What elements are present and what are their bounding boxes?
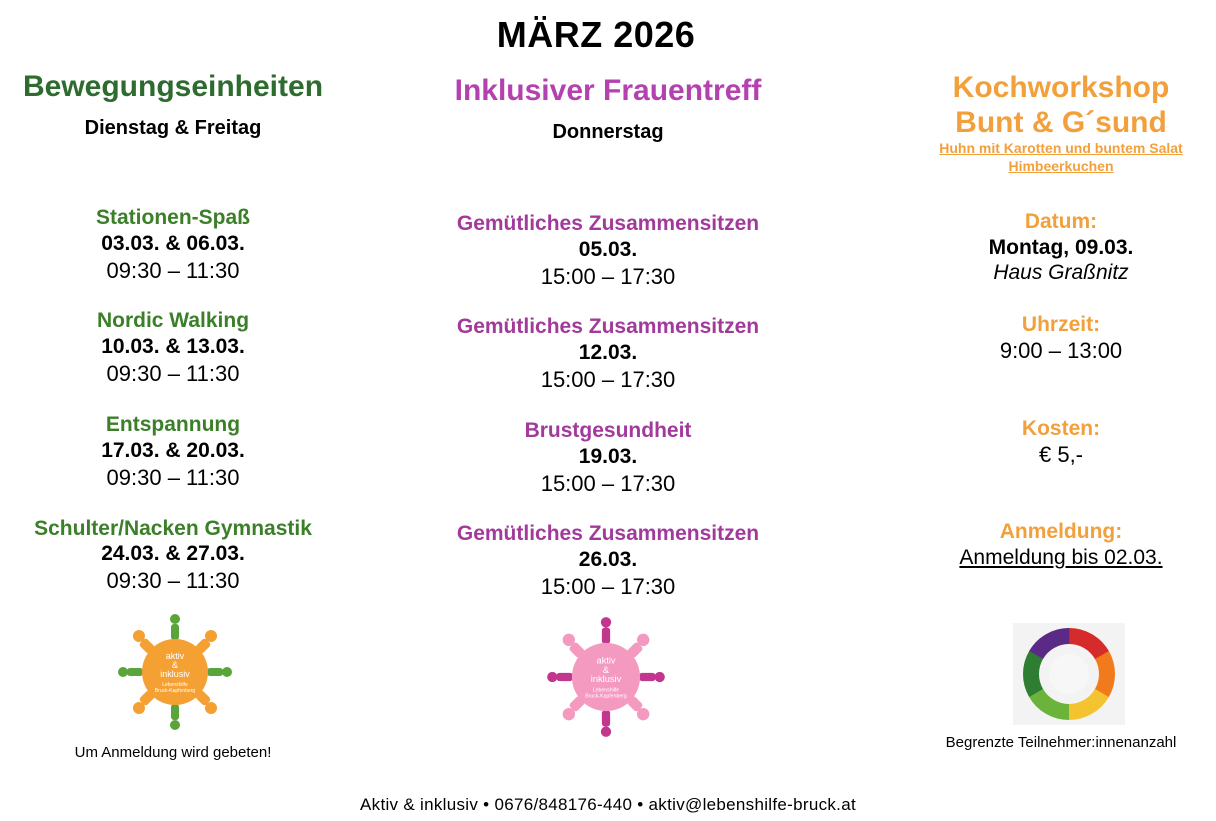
- event-dates: 19.03.: [578, 445, 638, 468]
- event-name: Brustgesundheit: [524, 419, 692, 442]
- logo-text: Lebenshilfe: [592, 687, 620, 694]
- kosten-value: € 5,-: [1038, 442, 1084, 467]
- kosten-label: Kosten:: [1021, 417, 1101, 440]
- subheading-days: Dienstag & Freitag: [84, 117, 262, 139]
- event-dates: 10.03. & 13.03.: [101, 335, 245, 358]
- logo-text: Lebenshilfe: [162, 682, 188, 688]
- event-name: Gemütliches Zusammensitzen: [456, 522, 760, 545]
- uhrzeit-label: Uhrzeit:: [1021, 313, 1101, 336]
- heading-frauentreff: Inklusiver Frauentreff: [454, 74, 762, 107]
- heading-bunt-gsund: Bunt & G´sund: [955, 106, 1167, 139]
- aktiv-inklusiv-logo-orange: [113, 610, 237, 734]
- logo-text: Bruck-Kapfenberg: [154, 688, 196, 694]
- event-time: 09:30 – 11:30: [106, 361, 240, 386]
- registration-note: Um Anmeldung wird gebeten!: [74, 744, 272, 761]
- place: Haus Graßnitz: [993, 261, 1129, 284]
- datum-value: Montag, 09.03.: [988, 236, 1134, 259]
- event-dates: 26.03.: [578, 548, 638, 571]
- uhrzeit-value: 9:00 – 13:00: [999, 338, 1123, 363]
- event-time: 09:30 – 11:30: [106, 568, 240, 593]
- logo-text: &: [602, 664, 610, 675]
- logo-text: Bruck-Kapfenberg: [585, 693, 627, 700]
- event-name: Gemütliches Zusammensitzen: [456, 212, 760, 235]
- event-name: Entspannung: [105, 413, 241, 436]
- participant-note: Begrenzte Teilnehmer:innenanzahl: [945, 734, 1177, 751]
- vegetable-ring-image: [1013, 623, 1125, 725]
- event-dates: 03.03. & 06.03.: [101, 232, 245, 255]
- event-time: 09:30 – 11:30: [106, 465, 240, 490]
- event-name: Nordic Walking: [96, 309, 250, 332]
- logo-text: inklusiv: [160, 669, 190, 679]
- logo-text: aktiv: [165, 651, 185, 661]
- event-name: Gemütliches Zusammensitzen: [456, 315, 760, 338]
- event-time: 15:00 – 17:30: [540, 264, 676, 289]
- logo-text: inklusiv: [590, 674, 622, 685]
- event-dates: 24.03. & 27.03.: [101, 542, 245, 565]
- footer-contact: Aktiv & inklusiv • 0676/848176-440 • aktiv@lebenshilfe-bruck.at: [360, 795, 856, 814]
- heading-kochworkshop: Kochworkshop: [952, 71, 1170, 104]
- event-time: 15:00 – 17:30: [540, 367, 676, 392]
- logo-text: &: [171, 660, 179, 670]
- anmeldung-label: Anmeldung:: [999, 520, 1123, 543]
- datum-label: Datum:: [1024, 210, 1098, 233]
- heading-bewegungseinheiten: Bewegungseinheiten: [22, 70, 324, 103]
- page-title: MÄRZ 2026: [496, 14, 696, 55]
- subheading-day: Donnerstag: [552, 121, 664, 143]
- event-dates: 17.03. & 20.03.: [101, 439, 245, 462]
- event-dates: 12.03.: [578, 341, 638, 364]
- aktiv-inklusiv-logo-pink: [542, 613, 670, 741]
- menu-link-line2[interactable]: Himbeerkuchen: [1008, 158, 1114, 174]
- logo-text: aktiv: [596, 655, 616, 666]
- event-name: Schulter/Nacken Gymnastik: [34, 517, 312, 540]
- event-time: 15:00 – 17:30: [540, 471, 676, 496]
- event-dates: 05.03.: [578, 238, 638, 261]
- event-time: 15:00 – 17:30: [540, 574, 676, 599]
- event-name: Stationen-Spaß: [95, 206, 250, 229]
- event-time: 09:30 – 11:30: [106, 258, 240, 283]
- anmeldung-value[interactable]: Anmeldung bis 02.03.: [959, 546, 1163, 569]
- menu-link-line1[interactable]: Huhn mit Karotten und buntem Salat: [939, 140, 1183, 156]
